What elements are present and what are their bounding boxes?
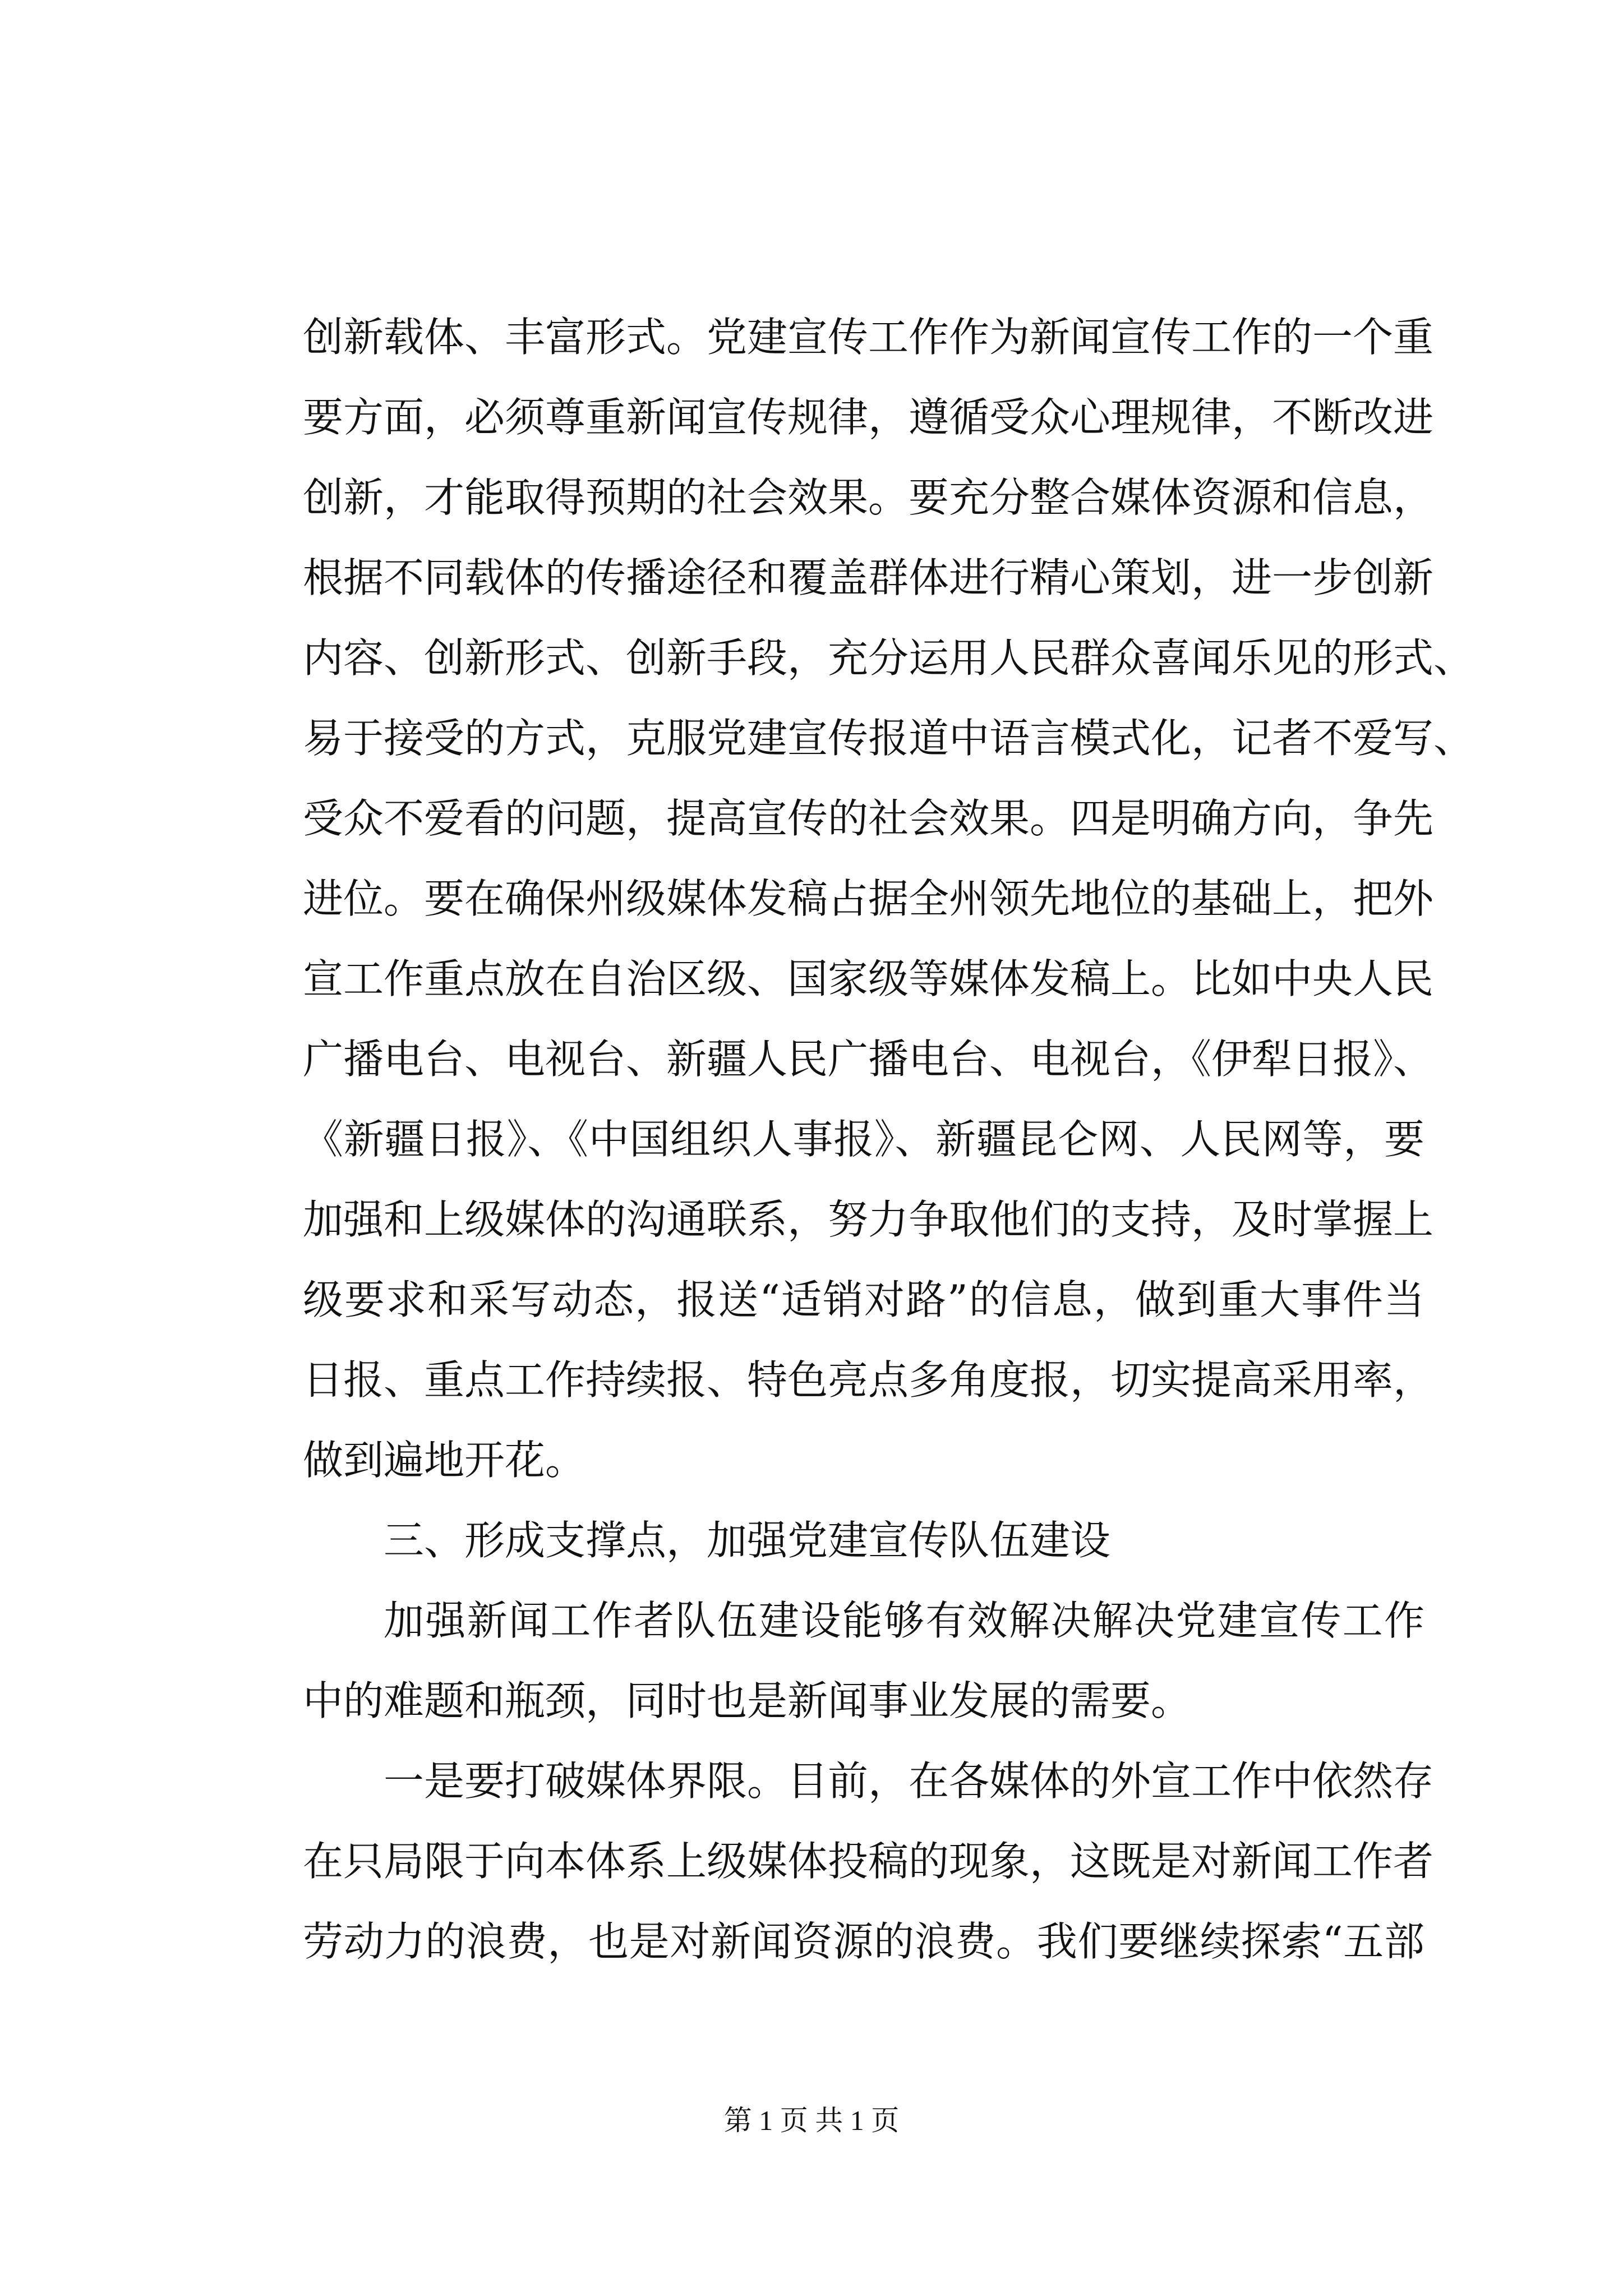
text-line: 加强和上级媒体的沟通联系，努力争取他们的支持，及时掌握上 [303,1196,1434,1243]
text-line: 广播电台、电视台、新疆人民广播电台、电视台，《伊犁日报》、 [303,1036,1434,1083]
text-line: 创新，才能取得预期的社会效果。要充分整合媒体资源和信息， [303,474,1434,521]
text-line: 进位。要在确保州级媒体发稿占据全州领先地位的基础上，把外 [303,875,1434,922]
text-line: 创新载体、丰富形式。党建宣传工作作为新闻宣传工作的一个重 [303,314,1434,361]
section-heading: 三、形成支撑点，加强党建宣传队伍建设 [384,1517,1111,1564]
document-body [303,297,1474,1982]
text-line: 加强新闻工作者队伍建设能够有效解决解决党建宣传工作 [384,1597,1424,1644]
text-line: 日报、重点工作持续报、特色亮点多角度报，切实提高采用率， [303,1356,1434,1404]
text-line: 受众不爱看的问题，提高宣传的社会效果。四是明确方向，争先 [303,795,1434,842]
text-line: 易于接受的方式，克服党建宣传报道中语言模式化，记者不爱写、 [303,715,1474,762]
text-line: 要方面，必须尊重新闻宣传规律，遵循受众心理规律，不断改进 [303,394,1434,441]
text-line: 宣工作重点放在自治区级、国家级等媒体发稿上。比如中央人民 [303,955,1434,1002]
text-line: 《新疆日报》、《中国组织人事报》、新疆昆仑网、人民网等，要 [303,1116,1424,1163]
text-line: 中的难题和瓶颈，同时也是新闻事业发展的需要。 [303,1677,1192,1724]
text-line: 级要求和采写动态，报送“适销对路”的信息，做到重大事件当 [303,1276,1424,1323]
text-line: 一是要打破媒体界限。目前，在各媒体的外宣工作中依然存 [384,1757,1434,1805]
text-line: 在只局限于向本体系上级媒体投稿的现象，这既是对新闻工作者 [303,1838,1434,1885]
text-line: 内容、创新形式、创新手段，充分运用人民群众喜闻乐见的形式、 [303,634,1474,682]
text-line: 根据不同载体的传播途径和覆盖群体进行精心策划，进一步创新 [303,554,1434,601]
text-line: 劳动力的浪费，也是对新闻资源的浪费。我们要继续探索“五部 [303,1918,1424,1965]
page-footer [0,2104,1623,2137]
text-line: 做到遍地开花。 [303,1437,586,1484]
page-number: 第 1 页 共 1 页 [723,2105,900,2136]
